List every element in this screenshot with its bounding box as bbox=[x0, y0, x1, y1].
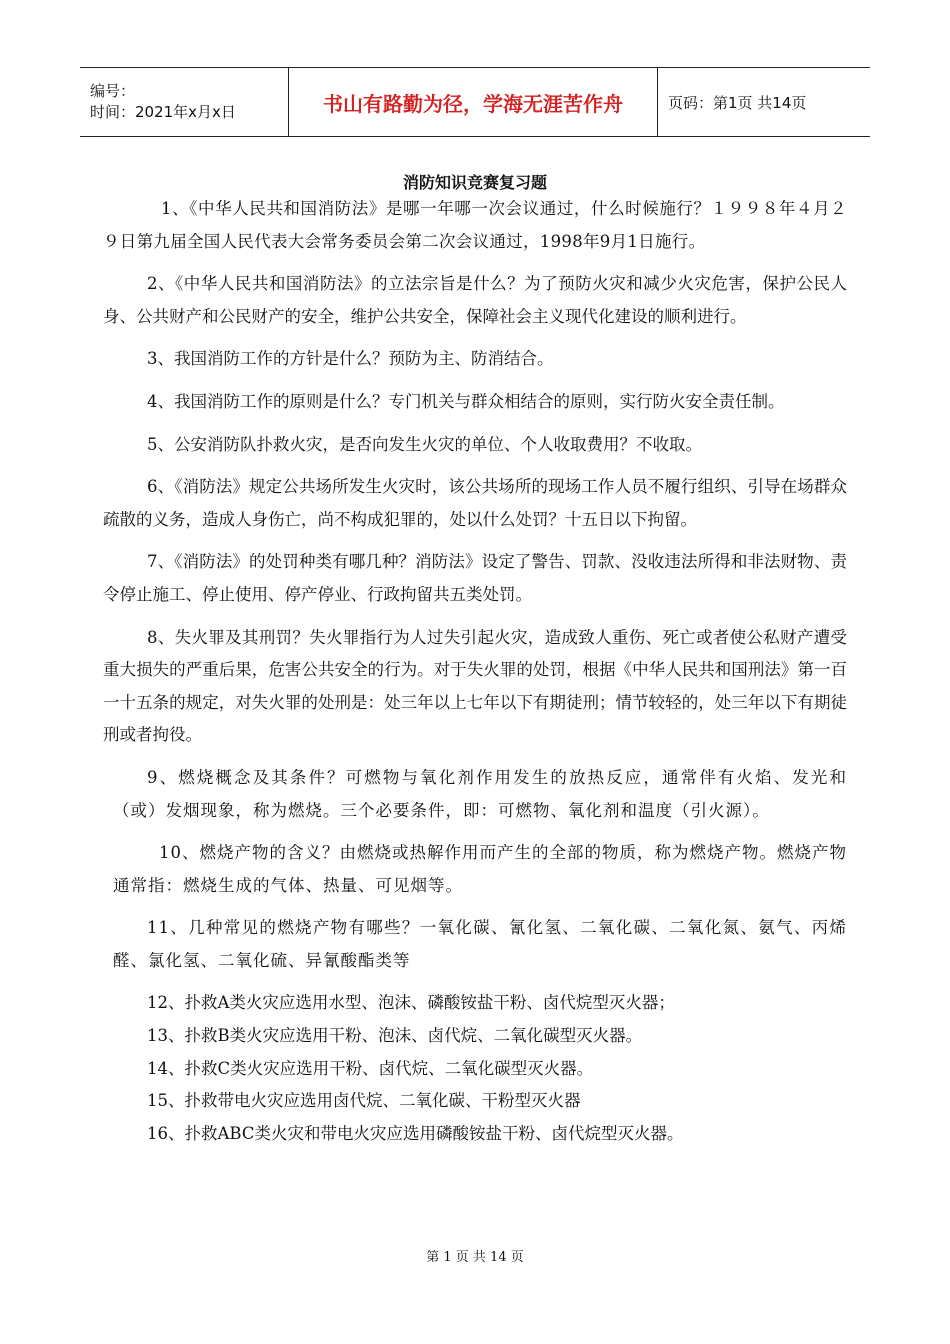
header-motto: 书山有路勤为径，学海无涯苦作舟 bbox=[323, 91, 623, 116]
document-number-label: 编号： bbox=[90, 82, 136, 100]
qa-item bbox=[103, 471, 847, 536]
qa-item-text: 7、《消防法》的处罚种类有哪几种？消防法》设定了警告、罚款、没收违法所得和非法财物、责令停止施工、停止使用、停产停业、行政拘留共五类处罚。 bbox=[103, 552, 847, 604]
qa-item-text: 2、《中华人民共和国消防法》的立法宗旨是什么？为了预防火灾和减少火灾危害，保护公民人身、公共财产和公民财产的安全，维护公共安全，保障社会主义现代化建设的顺利进行。 bbox=[103, 274, 847, 326]
qa-item-text: 16、扑救ABC类火灾和带电火灾应选用磷酸铵盐干粉、卤代烷型灭火器。 bbox=[147, 1123, 684, 1143]
qa-item-text: 15、扑救带电火灾应选用卤代烷、二氧化碳、干粉型灭火器 bbox=[147, 1091, 581, 1111]
qa-item-text: 10、燃烧产物的含义？由燃烧或热解作用而产生的全部的物质，称为燃烧产物。燃烧产物通常指：燃烧生成的气体、热量、可见烟等。 bbox=[113, 843, 847, 895]
qa-item-text: 13、扑救B类火灾应选用干粉、泡沫、卤代烷、二氧化碳型灭火器。 bbox=[147, 1026, 643, 1046]
qa-item-text: 11、几种常见的燃烧产物有哪些？一氧化碳、氰化氢、二氧化碳、二氧化氮、氨气、丙烯醛、氯化氢、二氧化硫、异氰酸酯类等 bbox=[113, 918, 847, 970]
header-page-cell bbox=[658, 68, 870, 136]
qa-item bbox=[103, 987, 847, 1020]
qa-item-text: 9、燃烧概念及其条件？可燃物与氧化剂作用发生的放热反应，通常伴有火焰、发光和（或）发烟现象，称为燃烧。三个必要条件，即：可燃物、氧化剂和温度（引火源）。 bbox=[113, 767, 847, 820]
qa-item bbox=[103, 837, 847, 902]
qa-item bbox=[103, 912, 847, 977]
header-meta bbox=[80, 68, 289, 136]
qa-item bbox=[103, 386, 847, 419]
qa-item bbox=[103, 268, 847, 333]
qa-item bbox=[103, 193, 847, 258]
document-time: 时间：2021年x月x日 bbox=[90, 103, 236, 121]
qa-item bbox=[103, 1085, 847, 1118]
qa-item bbox=[103, 343, 847, 376]
qa-item-text: 3、我国消防工作的方针是什么？预防为主、防消结合。 bbox=[147, 349, 554, 369]
qa-item bbox=[103, 1020, 847, 1053]
page-footer: 第 1 页 共 14 页 bbox=[426, 1250, 524, 1265]
qa-item bbox=[103, 429, 847, 462]
qa-item-text: 4、我国消防工作的原则是什么？专门机关与群众相结合的原则，实行防火安全责任制。 bbox=[147, 391, 785, 411]
header-page-info: 页码：第1页 共14页 bbox=[668, 93, 807, 112]
qa-item bbox=[103, 1118, 847, 1151]
page-header bbox=[80, 67, 870, 137]
qa-item-text: 14、扑救C类火灾应选用干粉、卤代烷、二氧化碳型灭火器。 bbox=[147, 1058, 594, 1078]
qa-item-text: 1、《中华人民共和国消防法》是哪一年哪一次会议通过，什么时候施行？１９９８年４月２９日第九届全国人民代表大会常务委员会第二次会议通过，1998年9月1日施行。 bbox=[103, 199, 847, 251]
qa-item-text: 12、扑救A类火灾应选用水型、泡沫、磷酸铵盐干粉、卤代烷型灭火器； bbox=[147, 993, 675, 1013]
qa-item-text: 6、《消防法》规定公共场所发生火灾时，该公共场所的现场工作人员不履行组织、引导在场群众疏散的义务，造成人身伤亡，尚不构成犯罪的，处以什么处罚？十五日以下拘留。 bbox=[103, 477, 847, 529]
qa-item bbox=[103, 546, 847, 611]
header-motto-cell bbox=[289, 68, 658, 136]
qa-item bbox=[103, 762, 847, 827]
qa-item bbox=[103, 1053, 847, 1086]
qa-item-text: 8、失火罪及其刑罚？失火罪指行为人过失引起火灾，造成致人重伤、死亡或者使公私财产遭受重大损失的严重后果，危害公共安全的行为。对于失火罪的处罚，根据《中华人民共和国刑法》第一百一十五条的规定，对失火罪的处刑是：处三年以上七年以下有期徒刑；情节较轻的，处三年以下有期徒刑或者拘役。 bbox=[103, 627, 847, 745]
qa-item bbox=[103, 622, 847, 752]
qa-list bbox=[103, 193, 847, 1150]
document-title: 消防知识竞赛复习题 bbox=[402, 173, 547, 192]
qa-item-text: 5、公安消防队扑救火灾，是否向发生火灾的单位、个人收取费用？不收取。 bbox=[147, 434, 702, 454]
